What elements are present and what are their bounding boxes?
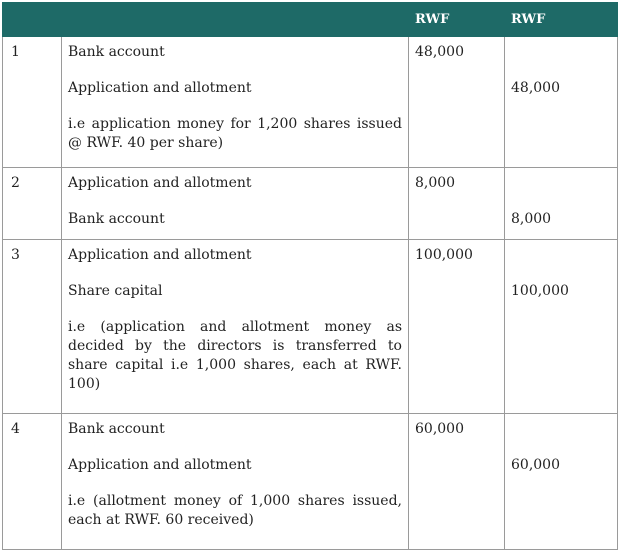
entry-particulars (62, 37, 409, 168)
credit-amount: 100,000 (511, 283, 569, 299)
debit-amount: 60,000 (409, 414, 505, 550)
journal-entries-table (2, 2, 618, 550)
table-row (3, 168, 618, 240)
credit-account: Application and allotment (68, 80, 252, 96)
debit-account: Application and allotment (68, 247, 252, 263)
narration: i.e (application and allotment money as decided by the directors is transferred to share capital i.e 1,000 shares, each at RWF. 100) (68, 319, 402, 392)
table-row (3, 37, 618, 168)
entry-particulars (62, 168, 409, 240)
table-row (3, 414, 618, 550)
credit-amount: 48,000 (511, 80, 560, 96)
credit-cell (505, 168, 618, 240)
entry-particulars (62, 240, 409, 414)
debit-amount: 48,000 (409, 37, 505, 168)
entry-particulars (62, 414, 409, 550)
debit-account: Bank account (68, 44, 165, 60)
header-credit-currency: RWF (505, 3, 618, 37)
debit-account: Application and allotment (68, 175, 252, 191)
credit-cell (505, 240, 618, 414)
entry-number: 1 (3, 37, 62, 168)
credit-cell (505, 414, 618, 550)
credit-amount: 8,000 (511, 211, 552, 227)
credit-cell (505, 37, 618, 168)
narration: i.e application money for 1,200 shares issued @ RWF. 40 per share) (68, 116, 402, 151)
credit-account: Share capital (68, 283, 163, 299)
header-debit-currency: RWF (409, 3, 505, 37)
table-row (3, 240, 618, 414)
debit-amount: 100,000 (409, 240, 505, 414)
entry-number: 2 (3, 168, 62, 240)
credit-amount: 60,000 (511, 457, 560, 473)
header-particulars (62, 3, 409, 37)
credit-account: Bank account (68, 211, 165, 227)
entry-number: 4 (3, 414, 62, 550)
narration: i.e (allotment money of 1,000 shares issued, each at RWF. 60 received) (68, 493, 402, 528)
credit-account: Application and allotment (68, 457, 252, 473)
header-no (3, 3, 62, 37)
header-row (3, 3, 618, 37)
debit-account: Bank account (68, 421, 165, 437)
entry-number: 3 (3, 240, 62, 414)
debit-amount: 8,000 (409, 168, 505, 240)
